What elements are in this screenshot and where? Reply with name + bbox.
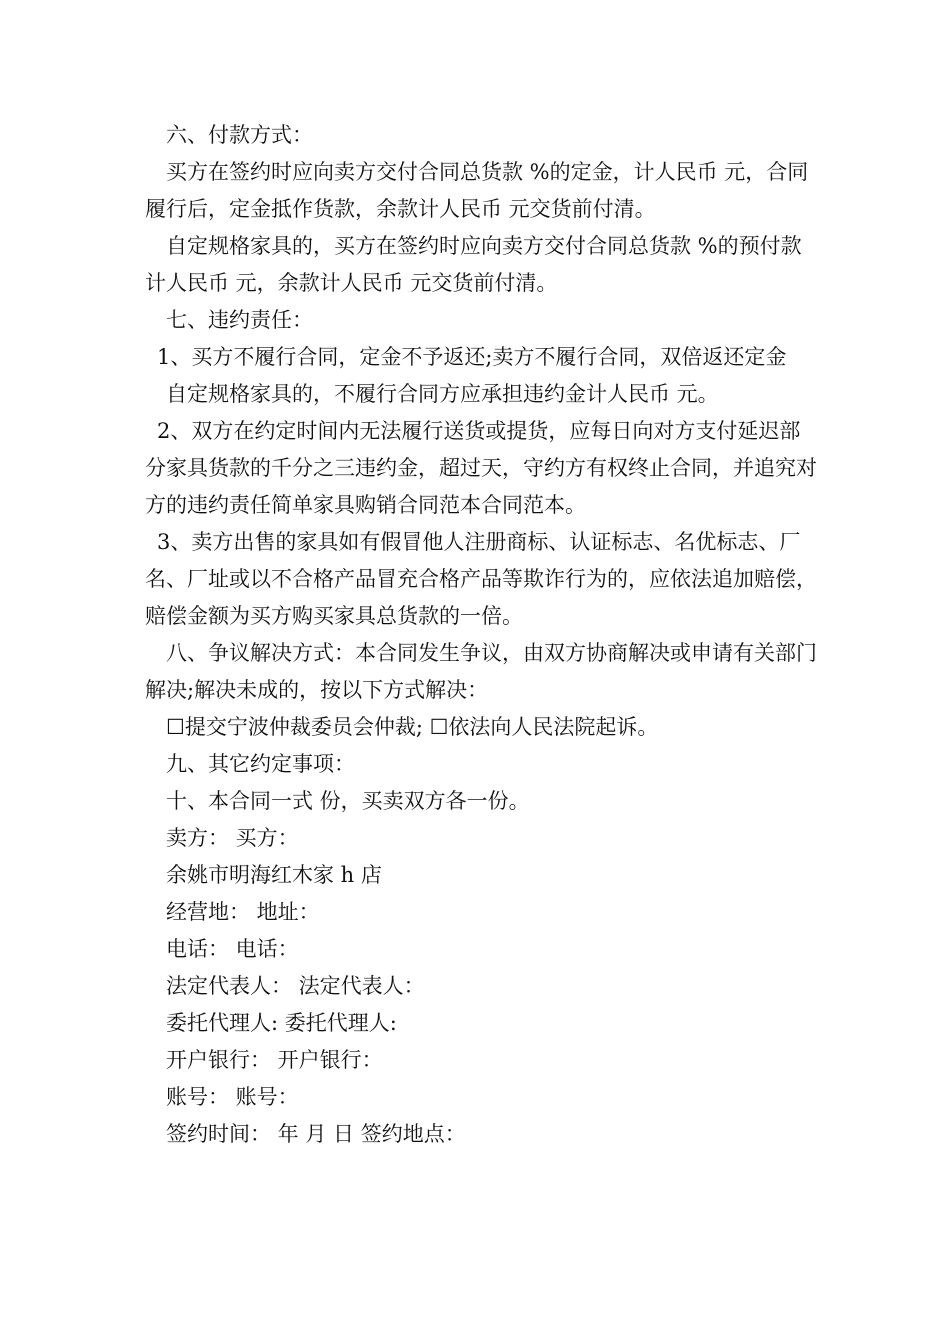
signature-date-place: 签约时间： 年 月 日 签约地点： — [166, 1122, 466, 1146]
paragraph-custom-prepayment: 自定规格家具的，买方在签约时应向卖方交付合同总货款 %的预付款计人民币 元，余款计人民币 元交货前付清。 — [145, 234, 802, 295]
paragraph-dispute-resolution: 八、争议解决方式：本合同发生争议，由双方协商解决或申请有关部门解决;解决未成的，按以下方式解决： — [145, 641, 817, 702]
signature-bank: 开户银行： 开户银行： — [166, 1048, 383, 1072]
signature-agent: 委托代理人: 委托代理人: — [166, 1011, 397, 1035]
signature-parties: 卖方： 买方： — [166, 826, 299, 850]
section-heading-other: 九、其它约定事项： — [166, 752, 355, 776]
document-page — [145, 117, 817, 1153]
paragraph-liability-2: 2、双方在约定时间内无法履行送货或提货，应每日向对方支付延迟部分家具货款的千分之三违约金，超过天，守约方有权终止合同，并追究对方的违约责任简单家具购销合同范本合同范本。 — [145, 419, 817, 517]
signature-address: 经营地： 地址： — [166, 900, 320, 924]
paragraph-copies: 十、本合同一式 份，买卖双方各一份。 — [166, 789, 530, 813]
paragraph-dispute-options: ☐提交宁波仲裁委员会仲裁; ☐依法向人民法院起诉。 — [166, 715, 659, 739]
section-heading-payment: 六、付款方式： — [166, 123, 313, 147]
signature-seller-name: 余姚市明海红木家 h 店 — [166, 863, 382, 887]
signature-phone: 电话： 电话： — [166, 937, 299, 961]
paragraph-liability-1: 1、买方不履行合同，定金不予返还;卖方不履行合同，双倍返还定金 — [157, 345, 787, 369]
signature-account: 账号： 账号： — [166, 1085, 299, 1109]
paragraph-custom-penalty: 自定规格家具的，不履行合同方应承担违约金计人民币 元。 — [166, 382, 719, 406]
paragraph-deposit: 买方在签约时应向卖方交付合同总货款 %的定金，计人民币 元，合同履行后，定金抵作货款，余款计人民币 元交货前付清。 — [145, 160, 809, 221]
paragraph-liability-3: 3、卖方出售的家具如有假冒他人注册商标、认证标志、名优标志、厂名、厂址或以不合格产品冒充合格产品等欺诈行为的，应依法追加赔偿，赔偿金额为买方购买家具总货款的一倍。 — [145, 530, 817, 628]
signature-legal-rep: 法定代表人： 法定代表人： — [166, 974, 425, 998]
section-heading-liability: 七、违约责任： — [166, 308, 313, 332]
